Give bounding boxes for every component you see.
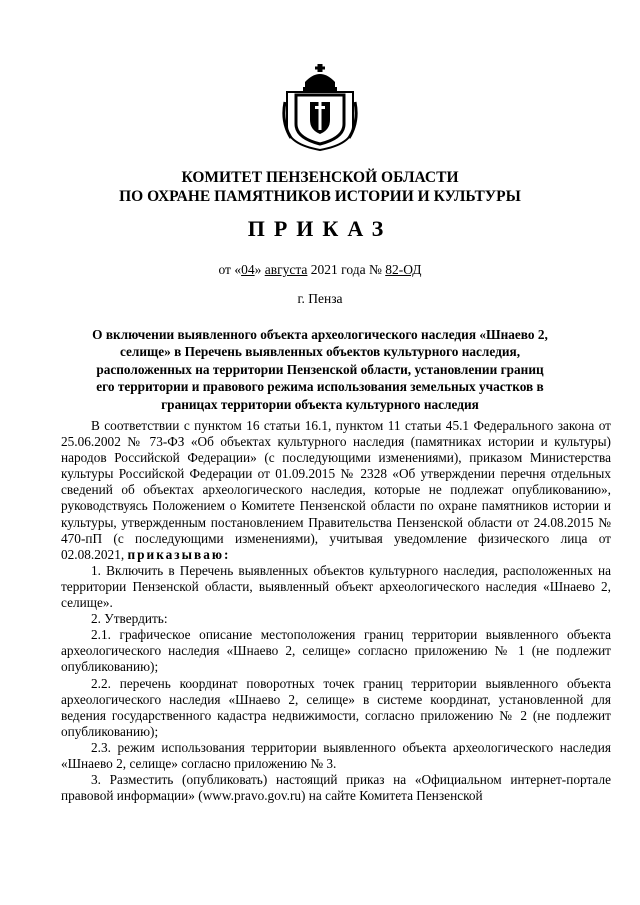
subject-line-1: О включении выявленного объекта археологического наследия «Шнаево 2, (92, 327, 548, 342)
subject-line-2: селище» в Перечень выявленных объектов культурного наследия, (119, 344, 521, 360)
paragraph-2: 2. Утвердить: (91, 611, 168, 627)
document-number: 82-ОД (385, 262, 422, 277)
organization-line-1: КОМИТЕТ ПЕНЗЕНСКОЙ ОБЛАСТИ (181, 169, 459, 186)
paragraph-1: 1. Включить в Перечень выявленных объектов культурного наследия, расположенных на территории Пензенской области, выявленный объект археологического наследия «Шнаево 2, селище». (61, 562, 611, 611)
subject-line-3: расположенных на территории Пензенской области, установлении границ (96, 361, 544, 377)
document-date-line (0, 262, 640, 278)
subject-line-5: границах территории объекта культурного наследия (161, 396, 479, 412)
document-body (61, 418, 611, 804)
document-subject (92, 326, 548, 413)
paragraph-2-2: 2.2. перечень координат поворотных точек границ территории выявленного объекта археологического наследия «Шнаево 2, селище» в системе координат, установленной для ведения государственного кадастра недвижимости, согласно приложению № 2 (не подлежит опубликованию); (61, 675, 611, 739)
order-word: приказываю: (127, 546, 231, 562)
date-year: 2021 года № (307, 262, 386, 277)
date-prefix: от « (218, 262, 242, 277)
date-day: 04 (241, 262, 255, 277)
penza-coat-of-arms-icon (281, 62, 359, 152)
subject-line-4: его территории и правового режима использования земельных участков в (96, 379, 544, 395)
paragraph-intro (61, 418, 611, 563)
date-mid: » (254, 262, 265, 277)
paragraph-2-3: 2.3. режим использования территории выявленного объекта археологического наследия «Шнаево 2, селище» согласно приложению № 3. (61, 739, 611, 771)
paragraph-3: 3. Разместить (опубликовать) настоящий приказ на «Официальном интернет-портале правовой информации» (www.pravo.gov.ru) на сайте Комитета Пензенской (61, 772, 611, 804)
date-month: августа (264, 262, 308, 277)
organization-line-2: ПО ОХРАНЕ ПАМЯТНИКОВ ИСТОРИИ И КУЛЬТУРЫ (119, 188, 521, 205)
organization-name (0, 168, 640, 206)
intro-text: В соответствии с пунктом 16 статьи 16.1, пунктом 11 статьи 45.1 Федерального закона от 25.06.2002 № 73-ФЗ «Об объектах культурного наследия (памятниках истории и культуры) народов Российской Федерации» (с последующими изменениями), приказом Министерства культуры Российской Федерации от 01.09.2015 № 2328 «Об утверждении перечня отдельных сведений об объектах археологического наследия, которые не подлежат опубликованию», руководствуясь Положением о Комитете Пензенской области по охране памятников истории и культуры, утвержденным постановлением Правительства Пензенской области от 24.08.2015 № 470-пП (с последующими изменениями), учитывая уведомление физического лица от 02.08.2021, (61, 418, 611, 562)
document-type: ПРИКАЗ (247, 216, 393, 241)
city: г. Пенза (297, 291, 343, 306)
paragraph-2-1: 2.1. графическое описание местоположения границ территории выявленного объекта археологического наследия «Шнаево 2, селище» согласно приложению № 1 (не подлежит опубликованию); (61, 627, 611, 675)
